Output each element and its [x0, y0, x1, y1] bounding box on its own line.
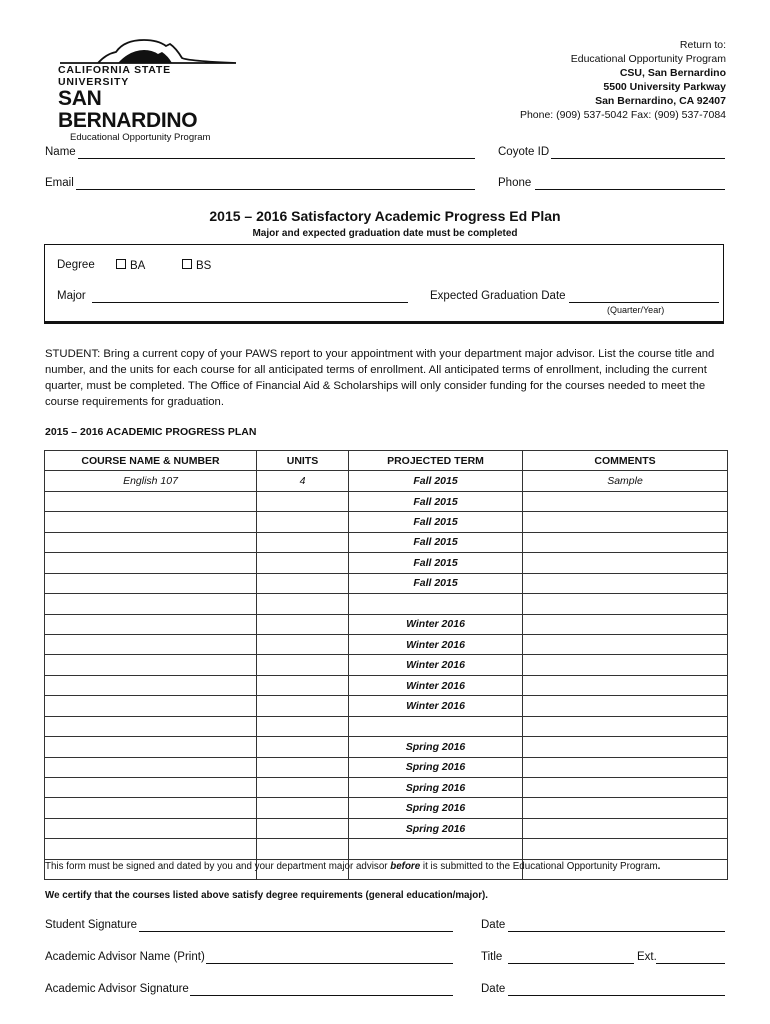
form-title: 2015 – 2016 Satisfactory Academic Progress Ed Plan: [209, 208, 561, 224]
units-cell[interactable]: [257, 716, 349, 736]
term-cell[interactable]: Winter 2016: [349, 675, 523, 695]
coyote-id-field[interactable]: [551, 146, 725, 159]
note-part-d: .: [657, 861, 661, 872]
return-campus: CSU, San Bernardino: [619, 67, 726, 79]
plan-heading: 2015 – 2016 ACADEMIC PROGRESS PLAN: [45, 426, 257, 438]
units-cell[interactable]: [257, 594, 349, 614]
course-cell[interactable]: [45, 696, 257, 716]
course-cell[interactable]: [45, 634, 257, 654]
term-cell[interactable]: [349, 594, 523, 614]
signature-note: [45, 861, 660, 872]
comments-cell[interactable]: [523, 512, 728, 532]
table-row: [45, 553, 728, 573]
course-cell[interactable]: [45, 839, 257, 859]
units-cell[interactable]: 4: [257, 471, 349, 491]
course-cell[interactable]: [45, 757, 257, 777]
return-to: Return to:: [679, 39, 726, 51]
units-cell[interactable]: [257, 696, 349, 716]
mountain-logo-icon: [58, 38, 238, 64]
major-label: Major: [57, 290, 86, 302]
date-field-2[interactable]: [508, 983, 725, 996]
table-row: [45, 696, 728, 716]
table-row: [45, 573, 728, 593]
term-cell[interactable]: Fall 2015: [349, 491, 523, 511]
table-row: [45, 512, 728, 532]
grad-date-label: Expected Graduation Date: [430, 290, 566, 302]
return-street: 5500 University Parkway: [603, 81, 726, 93]
table-row: [45, 675, 728, 695]
course-cell[interactable]: [45, 675, 257, 695]
comments-cell[interactable]: Sample: [523, 471, 728, 491]
comments-cell[interactable]: [523, 778, 728, 798]
units-cell[interactable]: [257, 778, 349, 798]
table-row: [45, 778, 728, 798]
table-row: [45, 634, 728, 654]
term-cell[interactable]: Spring 2016: [349, 798, 523, 818]
term-cell[interactable]: [349, 716, 523, 736]
phone-field[interactable]: [535, 177, 725, 190]
table-header-row: [45, 451, 728, 471]
ext-field[interactable]: [656, 951, 725, 964]
comments-cell[interactable]: [523, 737, 728, 757]
course-cell[interactable]: [45, 532, 257, 552]
units-cell[interactable]: [257, 634, 349, 654]
term-cell[interactable]: Spring 2016: [349, 778, 523, 798]
title-field[interactable]: [508, 951, 634, 964]
logo-eop-text: Educational Opportunity Program: [70, 132, 211, 143]
term-cell[interactable]: Winter 2016: [349, 614, 523, 634]
units-cell[interactable]: [257, 737, 349, 757]
term-cell[interactable]: Winter 2016: [349, 634, 523, 654]
comments-cell[interactable]: [523, 696, 728, 716]
major-field[interactable]: [92, 290, 408, 303]
certify-statement: We certify that the courses listed above satisfy degree requirements (general education/major).: [45, 890, 488, 901]
form-subtitle: Major and expected graduation date must be completed: [252, 228, 518, 239]
logo-csu-text: CALIFORNIA STATE UNIVERSITY: [58, 64, 171, 88]
units-cell[interactable]: [257, 798, 349, 818]
ba-checkbox[interactable]: [116, 259, 126, 269]
units-cell[interactable]: [257, 553, 349, 573]
course-cell[interactable]: [45, 491, 257, 511]
units-cell[interactable]: [257, 839, 349, 859]
term-cell[interactable]: Fall 2015: [349, 471, 523, 491]
course-cell[interactable]: [45, 778, 257, 798]
comments-cell[interactable]: [523, 594, 728, 614]
units-cell[interactable]: [257, 532, 349, 552]
student-instructions: STUDENT: Bring a current copy of your PAWS report to your appointment with your department major advisor. List the course title and number, and the units for each course for all anticipated terms of enrollment. All anticipated terms of enrollment, including the current quarter, must be completed. The Office of Financial Aid & Scholarships will only consider funding for the courses needed to meet the course requirements for graduation.: [45, 348, 715, 408]
name-field[interactable]: [78, 146, 475, 159]
academic-plan-table: [44, 450, 728, 880]
units-cell[interactable]: [257, 614, 349, 634]
bs-label: BS: [196, 260, 212, 272]
table-row: [45, 798, 728, 818]
comments-cell[interactable]: [523, 532, 728, 552]
comments-cell[interactable]: [523, 634, 728, 654]
phone-label: Phone: [498, 177, 532, 189]
units-cell[interactable]: [257, 512, 349, 532]
date-label-1: Date: [481, 919, 506, 931]
course-cell[interactable]: [45, 594, 257, 614]
advisor-name-label: Academic Advisor Name (Print): [45, 951, 205, 963]
advisor-signature-field[interactable]: [190, 983, 453, 996]
table-row: [45, 471, 728, 491]
table-row: [45, 716, 728, 736]
term-cell[interactable]: Fall 2015: [349, 553, 523, 573]
table-row: [45, 818, 728, 838]
note-part-c: it is submitted to the Educational Opportunity Program: [420, 861, 658, 872]
units-cell[interactable]: [257, 491, 349, 511]
degree-option-bs[interactable]: [182, 259, 211, 272]
term-cell[interactable]: Winter 2016: [349, 655, 523, 675]
course-cell[interactable]: [45, 614, 257, 634]
return-address: [520, 38, 726, 122]
term-cell[interactable]: Spring 2016: [349, 737, 523, 757]
term-cell[interactable]: Spring 2016: [349, 818, 523, 838]
date-field-1[interactable]: [508, 919, 725, 932]
note-part-a: This form must be signed and dated by you and your department major advisor: [45, 861, 391, 872]
header-comments: COMMENTS: [523, 451, 728, 471]
comments-cell[interactable]: [523, 614, 728, 634]
logo-sb-text: SAN BERNARDINO: [58, 87, 198, 132]
ext-label: Ext.: [637, 951, 657, 963]
term-cell[interactable]: Fall 2015: [349, 573, 523, 593]
course-cell[interactable]: [45, 512, 257, 532]
course-cell[interactable]: [45, 716, 257, 736]
units-cell[interactable]: [257, 675, 349, 695]
units-cell[interactable]: [257, 573, 349, 593]
comments-cell[interactable]: [523, 757, 728, 777]
units-cell[interactable]: [257, 655, 349, 675]
coyote-id-label: Coyote ID: [498, 146, 550, 158]
units-cell[interactable]: [257, 757, 349, 777]
term-cell[interactable]: Spring 2016: [349, 757, 523, 777]
degree-label: Degree: [57, 259, 95, 271]
comments-cell[interactable]: [523, 798, 728, 818]
return-org: Educational Opportunity Program: [570, 53, 726, 65]
table-row: [45, 757, 728, 777]
comments-cell[interactable]: [523, 839, 728, 859]
course-cell[interactable]: English 107: [45, 471, 257, 491]
advisor-name-field[interactable]: [206, 951, 453, 964]
comments-cell[interactable]: [523, 818, 728, 838]
header-course: COURSE NAME & NUMBER: [45, 451, 257, 471]
comments-cell[interactable]: [523, 491, 728, 511]
return-phone: Phone: (909) 537-5042 Fax: (909) 537-7084: [519, 109, 726, 121]
ba-label: BA: [130, 260, 146, 272]
bs-checkbox[interactable]: [182, 259, 192, 269]
term-cell[interactable]: [349, 839, 523, 859]
name-label: Name: [45, 146, 76, 158]
table-row: [45, 655, 728, 675]
term-cell[interactable]: Fall 2015: [349, 532, 523, 552]
table-row: [45, 594, 728, 614]
grad-date-field[interactable]: [569, 290, 719, 303]
course-cell[interactable]: [45, 818, 257, 838]
course-cell[interactable]: [45, 798, 257, 818]
title-label: Title: [481, 951, 503, 963]
table-row: [45, 491, 728, 511]
table-row: [45, 839, 728, 859]
comments-cell[interactable]: [523, 573, 728, 593]
student-signature-label: Student Signature: [45, 919, 138, 931]
email-label: Email: [45, 177, 74, 189]
course-cell[interactable]: [45, 737, 257, 757]
course-cell[interactable]: [45, 573, 257, 593]
comments-cell[interactable]: [523, 655, 728, 675]
course-cell[interactable]: [45, 655, 257, 675]
term-cell[interactable]: Winter 2016: [349, 696, 523, 716]
header-units: UNITS: [257, 451, 349, 471]
comments-cell[interactable]: [523, 553, 728, 573]
table-row: [45, 532, 728, 552]
table-row: [45, 737, 728, 757]
university-logo: [58, 38, 238, 144]
comments-cell[interactable]: [523, 716, 728, 736]
term-cell[interactable]: Fall 2015: [349, 512, 523, 532]
student-signature-field[interactable]: [139, 919, 453, 932]
degree-option-ba[interactable]: [116, 259, 145, 272]
advisor-signature-label: Academic Advisor Signature: [45, 983, 189, 995]
degree-box: [44, 244, 724, 324]
table-row: [45, 614, 728, 634]
grad-date-hint: (Quarter/Year): [607, 305, 665, 315]
date-label-2: Date: [481, 983, 506, 995]
comments-cell[interactable]: [523, 675, 728, 695]
course-cell[interactable]: [45, 553, 257, 573]
units-cell[interactable]: [257, 818, 349, 838]
note-part-b: before: [390, 861, 421, 872]
email-field[interactable]: [76, 177, 475, 190]
header-term: PROJECTED TERM: [349, 451, 523, 471]
return-city: San Bernardino, CA 92407: [595, 95, 726, 107]
